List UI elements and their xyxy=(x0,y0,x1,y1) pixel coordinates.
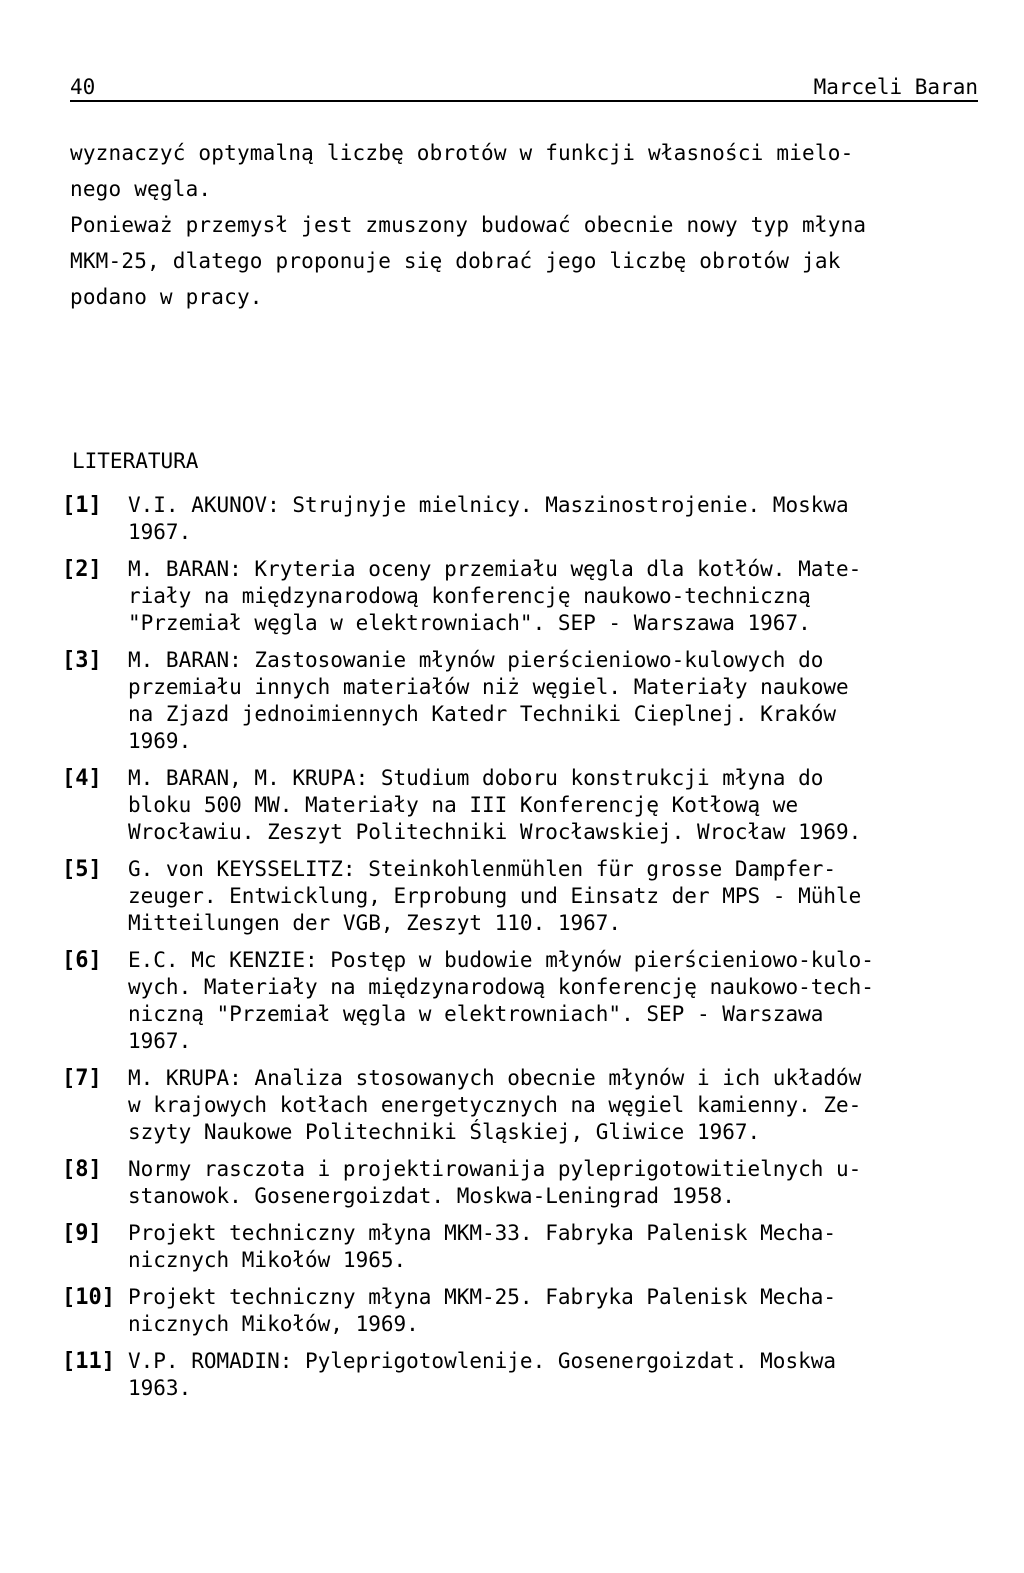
reference-line: Projekt techniczny młyna MKM-33. Fabryka Palenisk Mecha- xyxy=(128,1221,837,1245)
reference-line: bloku 500 MW. Materiały na III Konferencję Kotłową we xyxy=(128,793,799,817)
reference-text xyxy=(128,947,978,1055)
reference-text xyxy=(128,647,978,755)
reference-line: 1969. xyxy=(128,729,192,753)
text-line: wyznaczyć optymalną liczbę obrotów w funkcji własności mielo- xyxy=(70,141,854,165)
reference-item xyxy=(62,856,978,937)
reference-line: V.P. ROMADIN: Pyleprigotowlenije. Gosenergoizdat. Moskwa xyxy=(128,1349,837,1373)
page-header xyxy=(70,72,978,102)
reference-number: [11] xyxy=(62,1349,115,1374)
reference-line: G. von KEYSSELITZ: Steinkohlenmühlen für grosse Dampfer- xyxy=(128,857,837,881)
reference-line: 1967. xyxy=(128,1029,192,1053)
reference-text xyxy=(128,1065,978,1146)
reference-line: przemiału innych materiałów niż węgiel. Materiały naukowe xyxy=(128,675,849,699)
reference-list xyxy=(62,492,978,1412)
reference-line: Projekt techniczny młyna MKM-25. Fabryka Palenisk Mecha- xyxy=(128,1285,837,1309)
reference-number: [1] xyxy=(62,493,102,518)
reference-number: [9] xyxy=(62,1221,102,1246)
reference-line: nicznych Mikołów 1965. xyxy=(128,1248,407,1272)
page-number: 40 xyxy=(70,75,96,99)
reference-line: M. BARAN: Kryteria oceny przemiału węgla dla kotłów. Mate- xyxy=(128,557,862,581)
reference-line: Normy rasczota i projektirowanija pyleprigotowitielnych u- xyxy=(128,1157,862,1181)
paragraph xyxy=(70,135,978,207)
reference-item xyxy=(62,947,978,1055)
reference-item xyxy=(62,1156,978,1210)
reference-line: niczną "Przemiał węgla w elektrowniach". SEP - Warszawa xyxy=(128,1002,824,1026)
reference-text xyxy=(128,1284,978,1338)
header-rule xyxy=(70,100,978,102)
literature-heading: LITERATURA xyxy=(72,449,199,473)
reference-text xyxy=(128,556,978,637)
reference-item xyxy=(62,1220,978,1274)
reference-number: [8] xyxy=(62,1157,102,1182)
reference-line: V.I. AKUNOV: Strujnyje mielnicy. Maszinostrojenie. Moskwa xyxy=(128,493,849,517)
reference-line: M. BARAN, M. KRUPA: Studium doboru konstrukcji młyna do xyxy=(128,766,824,790)
reference-number: [10] xyxy=(62,1285,115,1310)
reference-number: [3] xyxy=(62,648,102,673)
reference-number: [7] xyxy=(62,1066,102,1091)
reference-line: Wrocławiu. Zeszyt Politechniki Wrocławskiej. Wrocław 1969. xyxy=(128,820,862,844)
reference-text xyxy=(128,765,978,846)
reference-line: M. KRUPA: Analiza stosowanych obecnie młynów i ich układów xyxy=(128,1066,862,1090)
text-line: nego węgla. xyxy=(70,177,212,201)
reference-line: riały na międzynarodową konferencję naukowo-techniczną xyxy=(128,584,811,608)
reference-line: M. BARAN: Zastosowanie młynów pierścieniowo-kulowych do xyxy=(128,648,824,672)
reference-line: wych. Materiały na międzynarodową konferencję naukowo-tech- xyxy=(128,975,874,999)
reference-line: "Przemiał węgla w elektrowniach". SEP - Warszawa 1967. xyxy=(128,611,811,635)
reference-text xyxy=(128,492,978,546)
reference-item xyxy=(62,556,978,637)
text-line: Ponieważ przemysł jest zmuszony budować obecnie nowy typ młyna xyxy=(70,213,867,237)
reference-text xyxy=(128,1220,978,1274)
reference-item xyxy=(62,1284,978,1338)
reference-line: Mitteilungen der VGB, Zeszyt 110. 1967. xyxy=(128,911,622,935)
reference-line: 1963. xyxy=(128,1376,192,1400)
reference-line: w krajowych kotłach energetycznych na węgiel kamienny. Ze- xyxy=(128,1093,862,1117)
reference-number: [2] xyxy=(62,557,102,582)
paragraph xyxy=(70,207,978,315)
reference-line: stanowok. Gosenergoizdat. Moskwa-Leningrad 1958. xyxy=(128,1184,735,1208)
reference-text xyxy=(128,856,978,937)
reference-item xyxy=(62,492,978,546)
reference-number: [6] xyxy=(62,948,102,973)
reference-line: na Zjazd jednoimiennych Katedr Techniki Cieplnej. Kraków xyxy=(128,702,837,726)
reference-line: szyty Naukowe Politechniki Śląskiej, Gliwice 1967. xyxy=(128,1120,761,1144)
reference-number: [4] xyxy=(62,766,102,791)
reference-text xyxy=(128,1156,978,1210)
body-text xyxy=(70,135,978,315)
text-line: podano w pracy. xyxy=(70,285,263,309)
reference-item xyxy=(62,647,978,755)
reference-text xyxy=(128,1348,978,1402)
reference-item xyxy=(62,1348,978,1402)
reference-item xyxy=(62,1065,978,1146)
reference-line: zeuger. Entwicklung, Erprobung und Einsatz der MPS - Mühle xyxy=(128,884,862,908)
text-line: MKM-25, dlatego proponuje się dobrać jego liczbę obrotów jak xyxy=(70,249,841,273)
reference-line: E.C. Mc KENZIE: Postęp w budowie młynów pierścieniowo-kulo- xyxy=(128,948,874,972)
reference-line: nicznych Mikołów, 1969. xyxy=(128,1312,419,1336)
reference-item xyxy=(62,765,978,846)
running-head-author: Marceli Baran xyxy=(813,75,978,99)
reference-line: 1967. xyxy=(128,520,192,544)
reference-number: [5] xyxy=(62,857,102,882)
